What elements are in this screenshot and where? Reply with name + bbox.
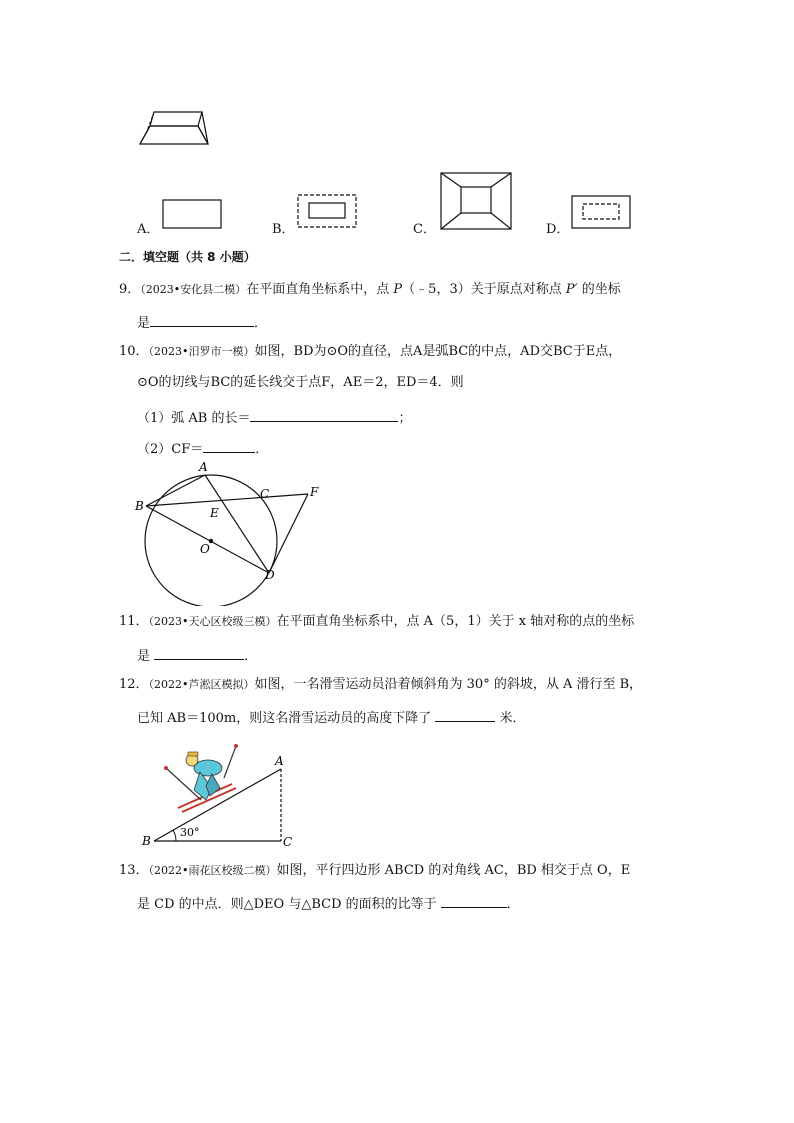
q10-arc-answer-blank[interactable] bbox=[250, 407, 398, 422]
q13-number: 13． bbox=[119, 863, 149, 878]
question-12-line-1 bbox=[119, 676, 642, 694]
q10-line-1: 如图，BD为⊙O的直径，点A是弧BC的中点，AD交BC于E点， bbox=[254, 344, 622, 359]
question-10-line-1 bbox=[119, 343, 621, 361]
question-10-line-2 bbox=[137, 374, 464, 392]
option-c-figure bbox=[440, 172, 512, 230]
q9-point-p-prime: P′ bbox=[565, 282, 578, 297]
slope-angle-label: 30° bbox=[180, 826, 200, 839]
question-13-line-2 bbox=[137, 893, 520, 914]
option-c-label: C． bbox=[413, 222, 436, 237]
q10-cf-answer-blank[interactable] bbox=[203, 438, 255, 453]
option-a-label: A． bbox=[137, 222, 160, 237]
q10-sub-1: （1）弧 AB 的长＝ bbox=[137, 411, 251, 426]
q12-number: 12． bbox=[119, 677, 149, 692]
question-11-line-2 bbox=[137, 645, 257, 666]
q12-unit: 米． bbox=[499, 711, 526, 726]
q11-text: 在平面直角坐标系中，点 A（5，1）关于 x 轴对称的点的坐标 bbox=[276, 614, 635, 629]
ski-slope-figure bbox=[136, 738, 306, 850]
option-d-label: D． bbox=[546, 222, 570, 237]
label-f: F bbox=[310, 485, 319, 499]
skier-icon bbox=[164, 744, 238, 812]
q9-answer-blank[interactable] bbox=[150, 312, 254, 327]
label-d: D bbox=[265, 568, 275, 582]
option-d-figure bbox=[571, 195, 633, 229]
option-b-figure bbox=[297, 194, 359, 228]
section-title: 二．填空题（共 8 小题） bbox=[119, 250, 256, 264]
label-c: C bbox=[260, 487, 270, 501]
question-10-sub-1 bbox=[137, 407, 412, 428]
label-a: A bbox=[199, 460, 208, 474]
q9-coords: （﹣5，3） bbox=[402, 282, 471, 297]
q9-number: 9． bbox=[119, 282, 141, 297]
q10-line-2: ⊙O的切线与BC的延长线交于点F，AE＝2，ED＝4．则 bbox=[137, 375, 464, 390]
q10-source: （2023•汨罗市一模） bbox=[148, 345, 255, 358]
label-e: E bbox=[210, 506, 219, 520]
question-9-line-2 bbox=[137, 312, 267, 333]
question-13-line-1 bbox=[119, 862, 630, 880]
q12-answer-blank[interactable] bbox=[435, 707, 495, 722]
question-9-line-1 bbox=[119, 281, 621, 299]
q12-source: （2022•芦淞区模拟） bbox=[148, 678, 255, 691]
q9-source: （2023•安化县二模） bbox=[140, 283, 247, 296]
slope-label-c: C bbox=[283, 835, 293, 849]
q13-source: （2022•雨花区校级二模） bbox=[148, 864, 277, 877]
q13-line-1: 如图，平行四边形 ABCD 的对角线 AC，BD 相交于点 O，E bbox=[276, 863, 631, 878]
q12-line-1: 如图，一名滑雪运动员沿着倾斜角为 30° 的斜坡，从 A 滑行至 B， bbox=[254, 677, 643, 692]
option-a-figure bbox=[162, 199, 224, 229]
option-b-label: B． bbox=[272, 222, 295, 237]
q11-text-2: 是 bbox=[137, 649, 151, 664]
q11-number: 11． bbox=[119, 614, 149, 629]
question-12-line-2 bbox=[137, 707, 526, 728]
q9-end: ． bbox=[254, 316, 268, 331]
slope-label-b: B bbox=[142, 834, 151, 848]
circle-figure bbox=[130, 456, 330, 606]
q11-source: （2023•天心区校级三模） bbox=[148, 615, 277, 628]
q13-line-2: 是 CD 的中点．则△DEO 与△BCD 的面积的比等于 bbox=[137, 897, 437, 912]
label-o: O bbox=[200, 542, 210, 556]
q13-answer-blank[interactable] bbox=[441, 893, 507, 908]
q10-sub-2-end: ． bbox=[255, 442, 269, 457]
label-b: B bbox=[135, 499, 144, 513]
q9-text-3: 的坐标 bbox=[581, 282, 621, 297]
q9-text-4: 是 bbox=[137, 316, 151, 331]
q9-text-1: 在平面直角坐标系中，点 bbox=[246, 282, 390, 297]
q10-number: 10． bbox=[119, 344, 149, 359]
frustum-figure bbox=[136, 104, 216, 148]
q12-line-2: 已知 AB＝100m，则这名滑雪运动员的高度下降了 bbox=[137, 711, 432, 726]
slope-label-a: A bbox=[275, 754, 284, 768]
q10-sub-2: （2）CF＝ bbox=[137, 442, 204, 457]
q11-answer-blank[interactable] bbox=[154, 645, 244, 660]
question-11-line-1 bbox=[119, 613, 634, 631]
q9-point-p: P bbox=[393, 282, 403, 297]
q11-end: ． bbox=[244, 649, 258, 664]
q9-text-2: 关于原点对称点 bbox=[470, 282, 562, 297]
q13-end: ． bbox=[506, 897, 520, 912]
q10-sub-1-end: ； bbox=[398, 411, 412, 426]
